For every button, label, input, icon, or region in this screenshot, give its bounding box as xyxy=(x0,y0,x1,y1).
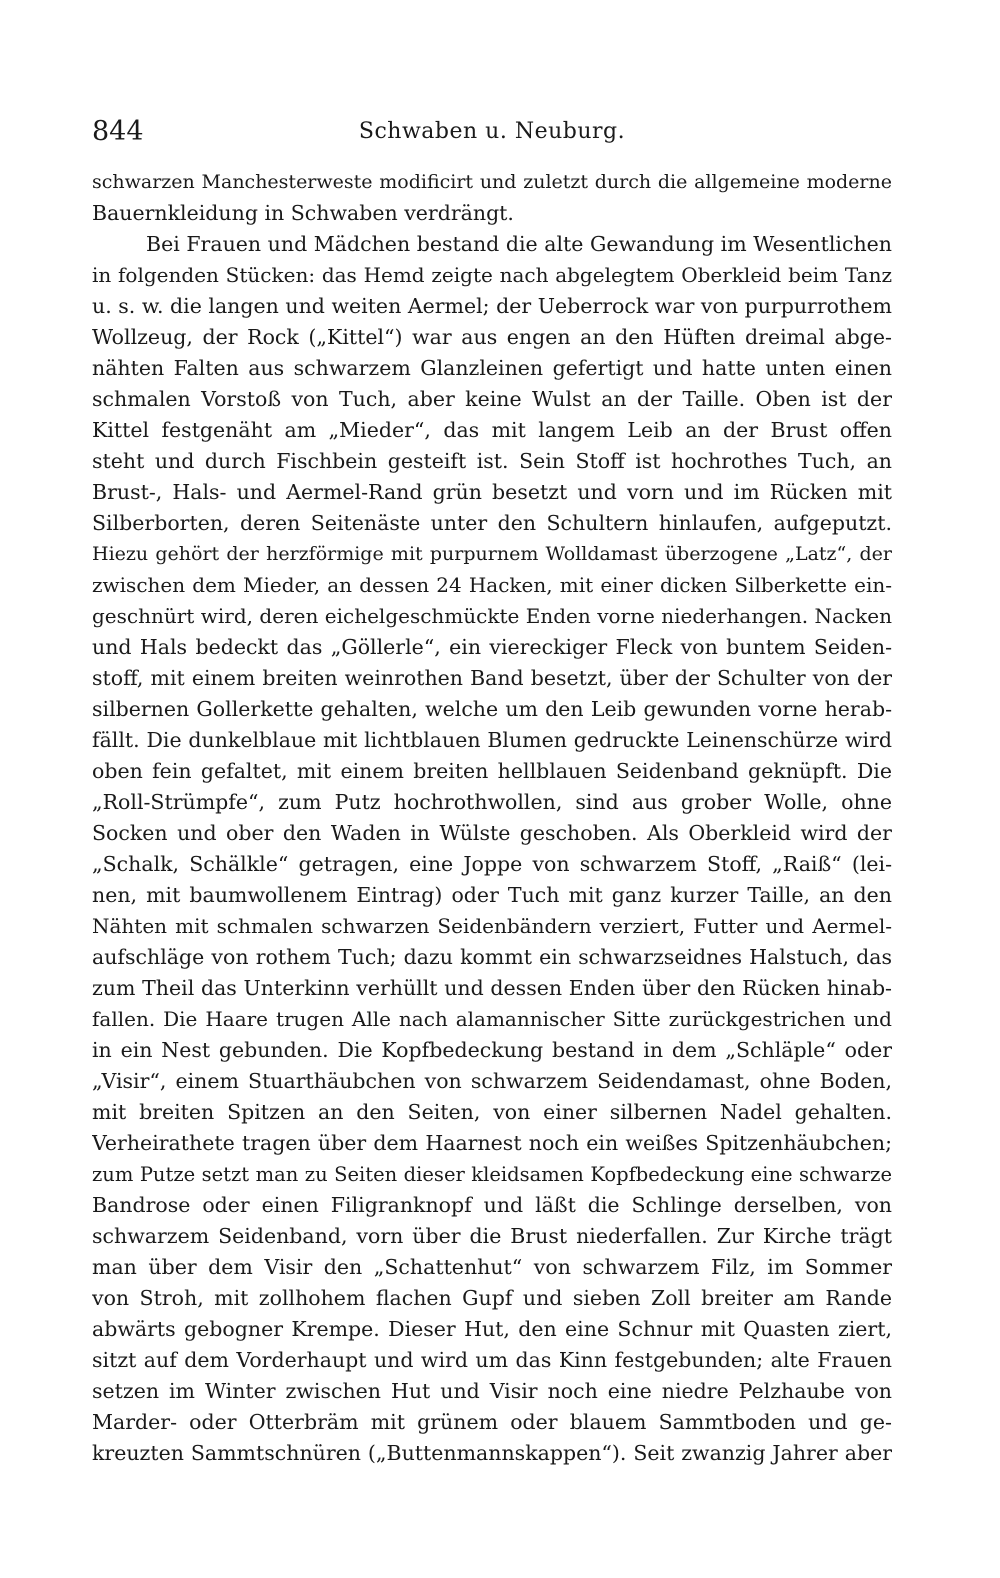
text-line: Kittel festgenäht am „Mieder“, das mit langem Leib an der Brust offen xyxy=(92,418,892,442)
text-line: Hiezu gehört der herzförmige mit purpurnem Wolldamast überzogene „Latz“, der xyxy=(92,543,892,565)
text-line: fällt. Die dunkelblaue mit lichtblauen Blumen gedruckte Leinenschürze wird xyxy=(92,728,892,752)
text-line: Bauernkleidung in Schwaben verdrängt. xyxy=(92,201,514,225)
text-line: in folgenden Stücken: das Hemd zeigte nach abgelegtem Oberkleid beim Tanz xyxy=(92,263,892,287)
text-line: kreuzten Sammtschnüren („Buttenmannskappen“). Seit zwanzig Jahrer aber xyxy=(92,1441,892,1465)
text-line: fallen. Die Haare trugen Alle nach alamannischer Sitte zurückgestrichen und xyxy=(92,1007,892,1031)
text-line: schwarzem Seidenband, vorn über die Brust niederfallen. Zur Kirche trägt xyxy=(92,1224,892,1248)
text-line: steht und durch Fischbein gesteift ist. Sein Stoff ist hochrothes Tuch, an xyxy=(92,449,892,473)
text-line: Marder- oder Otterbräm mit grünem oder blauem Sammtboden und ge- xyxy=(92,1410,892,1434)
running-head: Schwaben u. Neuburg. xyxy=(358,119,626,144)
text-line: „Schalk, Schälkle“ getragen, eine Joppe von schwarzem Stoff, „Raiß“ (lei- xyxy=(92,852,892,876)
page-header xyxy=(92,112,892,152)
text-line: nen, mit baumwollenem Eintrag) oder Tuch mit ganz kurzer Taille, an den xyxy=(92,883,892,907)
text-line: man über dem Visir den „Schattenhut“ von schwarzem Filz, im Sommer xyxy=(92,1255,892,1279)
text-line: u. s. w. die langen und weiten Aermel; der Ueberrock war von purpurrothem xyxy=(92,294,892,318)
text-line: aufschläge von rothem Tuch; dazu kommt ein schwarzseidnes Halstuch, das xyxy=(92,945,892,969)
text-line: „Visir“, einem Stuarthäubchen von schwarzem Seidendamast, ohne Boden, xyxy=(92,1069,892,1093)
text-line: mit breiten Spitzen an den Seiten, von einer silbernen Nadel gehalten. xyxy=(92,1100,892,1124)
text-line: und Hals bedeckt das „Göllerle“, ein viereckiger Fleck von buntem Seiden- xyxy=(92,635,892,659)
text-line: zwischen dem Mieder, an dessen 24 Hacken, mit einer dicken Silberkette ein- xyxy=(92,573,892,597)
text-line: schwarzen Manchesterweste modificirt und zuletzt durch die allgemeine moderne xyxy=(92,171,892,193)
text-line: sitzt auf dem Vorderhaupt und wird um das Kinn festgebunden; alte Frauen xyxy=(92,1348,892,1372)
body-text xyxy=(92,167,892,1469)
text-line: stoff, mit einem breiten weinrothen Band besetzt, über der Schulter von der xyxy=(92,666,892,690)
text-line: geschnürt wird, deren eichelgeschmückte Enden vorne niederhangen. Nacken xyxy=(92,604,892,628)
text-line: Brust-, Hals- und Aermel-Rand grün besetzt und vorn und im Rücken mit xyxy=(92,480,892,504)
text-line: Verheirathete tragen über dem Haarnest noch ein weißes Spitzenhäubchen; xyxy=(92,1131,892,1155)
text-line: zum Theil das Unterkinn verhüllt und dessen Enden über den Rücken hinab- xyxy=(92,976,892,1000)
text-line: oben fein gefaltet, mit einem breiten hellblauen Seidenband geknüpft. Die xyxy=(92,759,892,783)
text-line: schmalen Vorstoß von Tuch, aber keine Wulst an der Taille. Oben ist der xyxy=(92,387,892,411)
text-line: in ein Nest gebunden. Die Kopfbedeckung bestand in dem „Schläple“ oder xyxy=(92,1038,892,1062)
text-line: setzen im Winter zwischen Hut und Visir noch eine niedre Pelzhaube von xyxy=(92,1379,892,1403)
text-line: Wollzeug, der Rock („Kittel“) war aus engen an den Hüften dreimal abge- xyxy=(92,325,892,349)
text-line: nähten Falten aus schwarzem Glanzleinen gefertigt und hatte unten einen xyxy=(92,356,892,380)
text-line: „Roll-Strümpfe“, zum Putz hochrothwollen, sind aus grober Wolle, ohne xyxy=(92,790,892,814)
text-line: zum Putze setzt man zu Seiten dieser kleidsamen Kopfbedeckung eine schwarze xyxy=(92,1163,892,1186)
text-line: silbernen Gollerkette gehalten, welche um den Leib gewunden vorne herab- xyxy=(92,697,892,721)
text-line: Silberborten, deren Seitenäste unter den Schultern hinlaufen, aufgeputzt. xyxy=(92,511,892,535)
text-line: Nähten mit schmalen schwarzen Seidenbändern verziert, Futter und Aermel- xyxy=(92,914,892,938)
text-line: abwärts gebogner Krempe. Dieser Hut, den eine Schnur mit Quasten ziert, xyxy=(92,1317,892,1341)
text-line: Bandrose oder einen Filigranknopf und läßt die Schlinge derselben, von xyxy=(92,1193,892,1217)
text-line: von Stroh, mit zollhohem flachen Gupf und sieben Zoll breiter am Rande xyxy=(92,1286,892,1310)
text-line: Bei Frauen und Mädchen bestand die alte Gewandung im Wesentlichen xyxy=(146,232,892,256)
text-line: Socken und ober den Waden in Wülste geschoben. Als Oberkleid wird der xyxy=(92,821,892,845)
page-number: 844 xyxy=(92,116,144,147)
